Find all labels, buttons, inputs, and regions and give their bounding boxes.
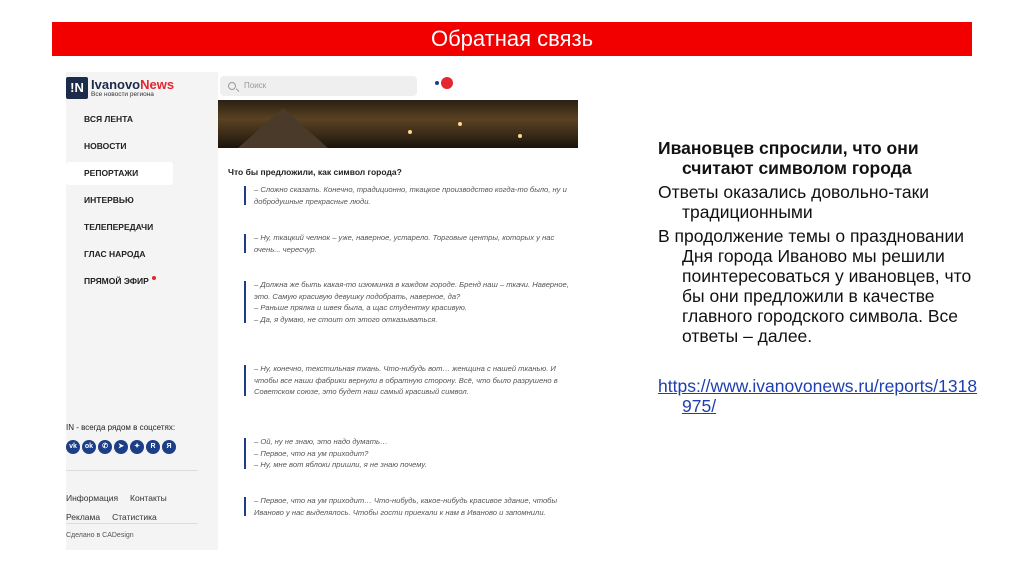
answer-quote: – Сложно сказать. Конечно, традиционно, ткацкое производство когда-то было, ну и добродушные прекрасные люди. [244, 184, 578, 207]
search-placeholder: Поиск [244, 81, 267, 90]
body-text: В продолжение темы о праздновании Дня города Иваново мы решили поинтересоваться у ивановцев, что бы они предложили в качестве главного городского символа. Все ответы – далее. [658, 226, 972, 346]
zen-icon[interactable]: ✦ [130, 440, 144, 454]
nav-item-reports[interactable]: РЕПОРТАЖИ [66, 162, 173, 185]
footer-ads-link[interactable]: Реклама [66, 512, 101, 522]
answer-quote: – Ну, ткацкий челнок – уже, наверное, устарело. Торговые центры, которых у нас очень... чересчур. [244, 232, 578, 255]
search-input[interactable] [220, 76, 417, 96]
sidebar [66, 72, 218, 550]
made-by: Сделано в CADesign [66, 532, 134, 539]
social-icons [66, 440, 178, 454]
nav-item-interviews[interactable]: ИНТЕРВЬЮ [84, 195, 134, 205]
divider [66, 523, 198, 524]
logo-name: IvanovoNews [91, 76, 175, 92]
article-content [218, 72, 578, 550]
search-icon [228, 82, 236, 90]
footer-info-link[interactable]: Информация [66, 493, 119, 503]
nav-item-tv[interactable]: ТЕЛЕПЕРЕДАЧИ [84, 222, 154, 232]
vk-icon[interactable]: vk [66, 440, 80, 454]
website-screenshot [66, 72, 578, 550]
nav-item-live-label: ПРЯМОЙ ЭФИР [84, 276, 149, 286]
social-title: IN - всегда рядом в соцсетях: [66, 423, 176, 432]
footer-stats-link[interactable]: Статистика [112, 512, 157, 522]
yandex-icon[interactable]: Я [162, 440, 176, 454]
subheadline: Ответы оказались довольно-таки традиционными [658, 182, 930, 222]
article-link[interactable]: https://www.ivanovonews.ru/reports/1318975/ [658, 376, 978, 416]
divider [66, 470, 198, 471]
article-question: Что бы предложили, как символ города? [228, 167, 402, 177]
main-nav [66, 108, 218, 297]
slide-text [658, 138, 978, 420]
site-logo[interactable] [66, 77, 174, 99]
answer-quote: – Ну, конечно, текстильная ткань. Что-нибудь вот… женщина с нашей тканью. И чтобы все наши фабрики вернули в обратную сторону. Всё, что было разрушено в Советском союзе, это будет наш самый красивый символ. [244, 363, 578, 398]
nav-item-feed[interactable]: ВСЯ ЛЕНТА [84, 114, 133, 124]
ok-icon[interactable]: ok [82, 440, 96, 454]
rutube-icon[interactable]: R [146, 440, 160, 454]
logo-tagline: Все новости региона [91, 90, 154, 98]
nav-item-voice[interactable]: ГЛАС НАРОДА [84, 249, 146, 259]
indicator-dot-icon [435, 81, 439, 85]
footer-contacts-link[interactable]: Контакты [130, 493, 167, 503]
nav-item-news[interactable]: НОВОСТИ [84, 141, 127, 151]
viber-icon[interactable]: ✆ [98, 440, 112, 454]
live-dot-icon [152, 276, 156, 280]
footer-links [66, 489, 167, 527]
logo-mark: !N [66, 77, 88, 99]
slide-title: Обратная связь [52, 22, 972, 56]
telegram-icon[interactable]: ➤ [114, 440, 128, 454]
notification-icon[interactable] [441, 77, 453, 89]
article-photo [218, 100, 578, 148]
answer-quote: – Первое, что на ум приходит… Что-нибудь, какое-нибудь красивое здание, чтобы Иваново у нас выделялось. Чтобы гости приехали к нам в Иваново и запомнили. [244, 495, 578, 518]
nav-item-live[interactable] [66, 270, 218, 293]
answer-quote: – Ой, ну не знаю, это надо думать… – Первое, что на ум приходит? – Ну, мне вот яблоки пришли, я не знаю почему. [244, 436, 578, 471]
headline: Ивановцев спросили, что они считают символом города [658, 138, 919, 178]
answer-quote: – Должна же быть какая-то изюминка в каждом городе. Бренд наш – ткачи. Наверное, это. Самую красивую девушку подобрать, наверное, да? – Раньше прялка и швея была, а щас студентку красивую. – Да, я думаю, не стоит от этого отказываться. [244, 279, 578, 325]
